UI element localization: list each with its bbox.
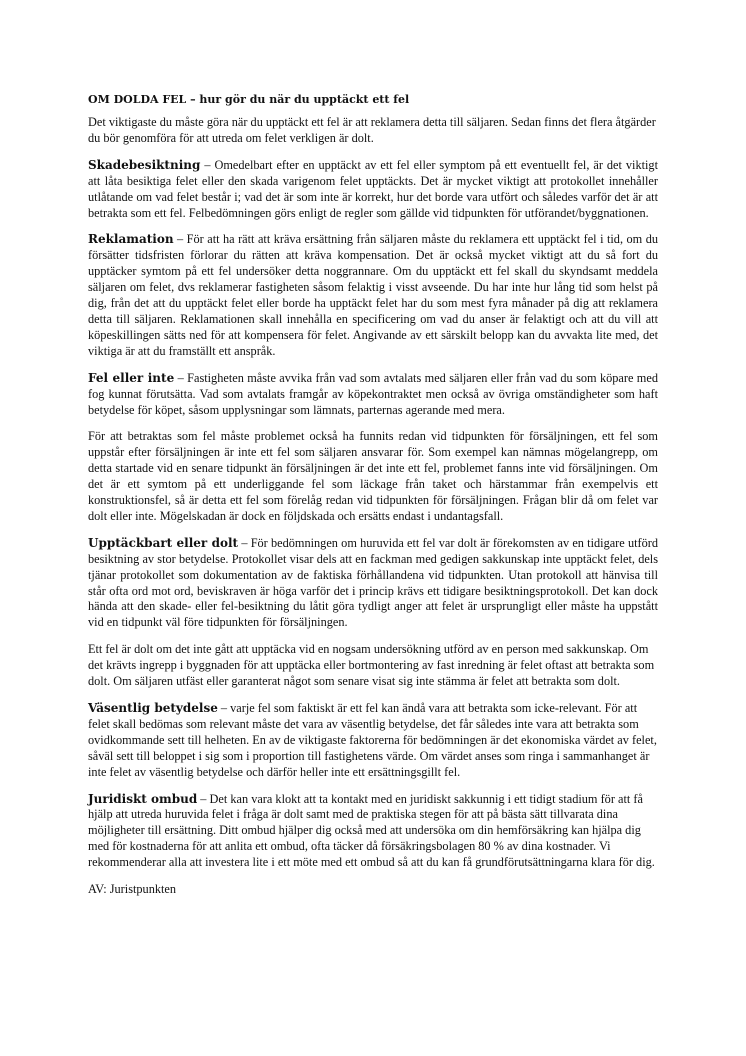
section-text: – Omedelbart efter en upptäckt av ett fel eller symptom på ett eventuellt fel, är det viktigt att låta besiktiga felet eller den skada varigenom felet upptäckts. Det är mycket viktigt att protokollet innehåller utlåtande om vad felet består i; vad det är som inte är korrekt, hur det borde vara utfört och således varför det är att betrakta som ett fel. Felbedömningen görs enligt de regler som gällde vid tidpunkten för utförandet/byggnationen.	[88, 157, 658, 220]
section-heading: Skadebesiktning	[88, 157, 201, 172]
section-text: För att betraktas som fel måste problemet också ha funnits redan vid tidpunkten för försäljningen, ett fel som uppstår efter försäljningen är inte ett fel som säljaren ansvarar för. Som exempel kan nämnas mögelangrepp, om detta startade vid en senare tidpunkt än försäljningen är det inte ett fel, problemet fanns inte vid försäljningen. Om det är ett symtom på ett underliggande fel som läckage från taket och härstammar från exempelvis ett konstruktionsfel, så är detta ett fel som förelåg redan vid tidpunkten för försäljningen. Frågan blir då om felet var dolt eller inte. Mögelskadan är dock en följdskada och ersätts endast i undantagsfall.	[88, 429, 658, 523]
section-juridiskt-ombud	[88, 792, 658, 872]
section-fel-eller-inte	[88, 371, 658, 419]
section-heading: Juridiskt ombud	[88, 791, 198, 806]
section-vasentlig-betydelse	[88, 701, 658, 781]
section-text: – varje fel som faktiskt är ett fel kan ändå vara att betrakta som icke-relevant. För att felet skall bedömas som relevant måste det vara av väsentlig betydelse, det får således inte vara att betrakta som ovidkommande sett till helheten. En av de viktigaste faktorerna för bedömningen är det ekonomiska värdet av felet, såväl sett till beloppet i sig som i proportion till fastighetens värde. Om värdet anses som ringa i sammanhanget är inte felet av väsentlig betydelse och därför heller inte ett ersättningsgillt fel.	[88, 701, 657, 779]
document-page	[88, 93, 658, 909]
author-line: AV: Juristpunkten	[88, 882, 177, 897]
document-title: OM DOLDA FEL – hur gör du när du upptäckt ett fel	[88, 93, 410, 106]
section-text: – För bedömningen om huruvida ett fel var dolt är förekomsten av en tidigare utförd besiktning av stor betydelse. Protokollet visar dels att en fackman med gedigen sakkunskap inte upptäckt felet, dels tjänar protokollet som dokumentation av de faktiska förhållandena vid tidpunkten. Utan protokoll att hänvisa till står ofta ord mot ord, beviskraven är höga varför det i princip krävs ett tidigare besiktningsprotokoll. Det kan dock hända att den skade- eller fel-besiktning du låtit göra tydligt anger att felet är ursprungligt eller måste ha uppstått vid en tidpunkt väl före tidpunkten för försäljningen.	[88, 535, 659, 630]
paragraph-fel-tidpunkt	[88, 429, 658, 524]
section-upptackbart-eller-dolt	[88, 536, 658, 631]
section-heading: Upptäckbart eller dolt	[88, 535, 239, 550]
section-heading: Väsentlig betydelse	[88, 701, 218, 715]
section-skadebesiktning	[88, 158, 658, 222]
section-text: – För att ha rätt att kräva ersättning från säljaren måste du reklamera ett upptäckt fel i tid, om du försätter tidsfristen förlorar du rätten att kräva kompensation. Det är också mycket viktigt att du så fort du upptäcker symtom på ett fel undersöker detta noggrannare. Om du upptäckt ett fel skall du skyndsamt meddela säljaren om felet, dvs reklamerar fastigheten såsom felaktig i visst avseende. Du har inte hur lång tid som helst på dig, från det att du upptäckt felet eller borde ha upptäckt felet har du som mest fyra månader på dig att reklamera detta till säljaren. Reklamationen skall innehålla en specificering om vad du anser är felaktigt och att du vill att köpeskillingen sätts ned för att kompensera för felet. Angivande av ett särskilt belopp kan du avvakta lite med, det viktiga är att du framställt ett anspråk.	[88, 232, 658, 358]
intro-paragraph: Det viktigaste du måste göra när du upptäckt ett fel är att reklamera detta till säljaren. Sedan finns det flera åtgärder du bör genomföra för att utreda om felet verkligen är dolt.	[88, 115, 656, 145]
section-text: – Fastigheten måste avvika från vad som avtalats med säljaren eller från vad du som köpare med fog kunnat förutsätta. Vad som avtalats framgår av köpekontraktet men också av övriga omständigheter som haft betydelse för köpet, såsom upplysningar som lämnats, parternas agerande med mera.	[88, 370, 658, 417]
section-heading: Reklamation	[88, 232, 174, 247]
paragraph-dolt-fel	[88, 642, 658, 690]
section-text: – Det kan vara klokt att ta kontakt med en juridiskt sakkunnig i ett tidigt stadium för att få hjälp att utreda huruvida felet i fråga är dolt samt med de praktiska stegen för att på bästa sätt tillvarata dina möjligheter till ersättning. Ditt ombud hjälper dig också med att undersöka om din hemförsäkring kan hjälpa dig med för kostnaderna för att anlita ett ombud, ofta täcker då försäkringsbolagen 80 % av dina kostnader. Vi rekommenderar alla att investera lite i ett möte med ett ombud så att du kan få grundförutsättningarna klara för dig.	[88, 791, 655, 870]
section-reklamation	[88, 232, 658, 359]
section-text: Ett fel är dolt om det inte gått att upptäcka vid en nogsam undersökning utförd av en person med sakkunskap. Om det krävts ingrepp i byggnaden för att upptäcka eller bortmontering av fast inredning är felet oftast att betrakta som dolt. Om säljaren utfäst eller garanterat något som senare visat sig inte stämma är felet att betrakta som dolt.	[88, 642, 655, 689]
section-heading: Fel eller inte	[88, 370, 175, 385]
